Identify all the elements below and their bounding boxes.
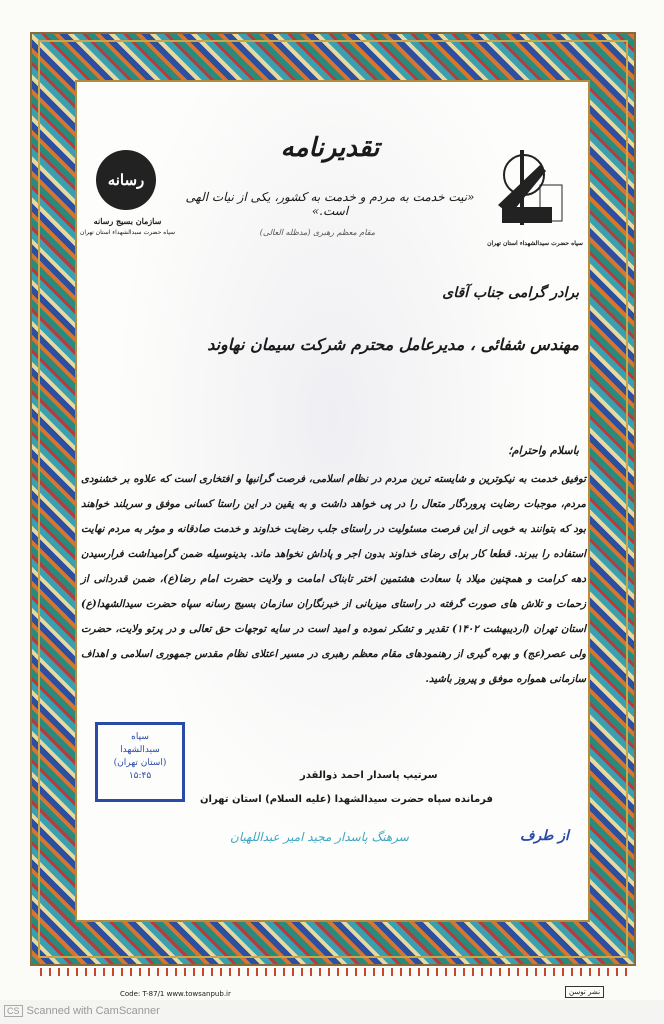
signatory-name: سرتیپ پاسدار احمد ذوالقدر — [300, 770, 438, 781]
stamp-line2: سیدالشهدا — [120, 745, 160, 755]
stamp-time: ۱۵:۴۵ — [128, 771, 152, 781]
basij-media-logo: رسانه — [96, 150, 156, 210]
irgc-emblem-icon — [490, 145, 568, 235]
addressee: برادر گرامی جناب آقای — [442, 285, 579, 301]
border-fringe — [40, 968, 630, 976]
stamp-line1: سپاه — [131, 732, 149, 742]
left-logo-sub: سپاه حضرت سیدالشهداء استان تهران — [79, 229, 176, 236]
official-stamp — [95, 722, 185, 802]
stamp-line3: (استان تهران) — [113, 758, 167, 768]
handwritten-rank: سرهنگ پاسدار مجید امیر عبداللهیان — [230, 830, 409, 844]
body-text: توفیق خدمت به نیکوترین و شایسته ترین مردم در نظام اسلامی، فرصت گرانبها و افتخاری است که علاوه بر خشنودی مردم، موجبات رضایت پروردگار متعال را در پی خواهد داشت و به یقین در این راستا کسانی موفق و سربلند خواهند بود که بتوانند به خوبی از این فرصت مسئولیت در راستای جلب رضایت خداوند و خدمت صادقانه و موثر به مردم نهایت استفاده را ببرند. قطعا کار برای رضای خداوند بدون اجر و پاداش نخواهد ماند. بدینوسیله ضمن گرامیداشت فرارسیدن دهه کرامت و همچنین میلاد با سعادت هشتمین اختر تابناک امامت و ولایت حضرت امام رضا(ع)، ضمن قدردانی از زحمات و تلاش های صورت گرفته در راستای میزبانی از خبرنگاران سازمان بسیج رسانه سپاه حضرت سیدالشهدا(ع) استان تهران (اردیبهشت ۱۴۰۲) تقدیر و تشکر نموده و امید است در سایه توجهات حق تعالی و در پرتو ولایت، حضرت ولی عصر(عج) و بهره گیری از رهنمودهای مقام معظم رهبری در مسیر اعتلای نظام مقدس جمهوری اسلامی و اهداف سازمانی همواره موفق و پیروز باشید. — [81, 473, 586, 685]
signatory-title: فرمانده سپاه حضرت سیدالشهدا (علیه السلام) استان تهران — [200, 794, 493, 805]
camscanner-badge: CS — [4, 1005, 23, 1017]
footer-code: Code: T-87/1 www.towsanpub.ir — [120, 990, 231, 998]
quote-attribution: مقام معظم رهبری (مدظله العالی) — [259, 228, 375, 237]
camscanner-watermark — [4, 1005, 160, 1017]
certificate-title: تقدیرنامه — [280, 133, 380, 163]
left-logo-org: سازمان بسیج رسانه — [93, 216, 162, 226]
salutation: باسلام واحترام؛ — [508, 444, 579, 457]
camscanner-text: Scanned with CamScanner — [26, 1005, 160, 1017]
recipient: مهندس شفائی ، مدیرعامل محترم شرکت سیمان نهاوند — [207, 335, 579, 354]
publisher-logo: نشر توسن — [565, 986, 604, 998]
handwritten-from: از طرف — [520, 828, 569, 844]
right-logo-caption: سپاه حضرت سیدالشهداء استان تهران — [487, 240, 583, 247]
quote: «نیت خدمت به مردم و خدمت به کشور، یکی از نیات الهی است.» — [185, 190, 475, 218]
